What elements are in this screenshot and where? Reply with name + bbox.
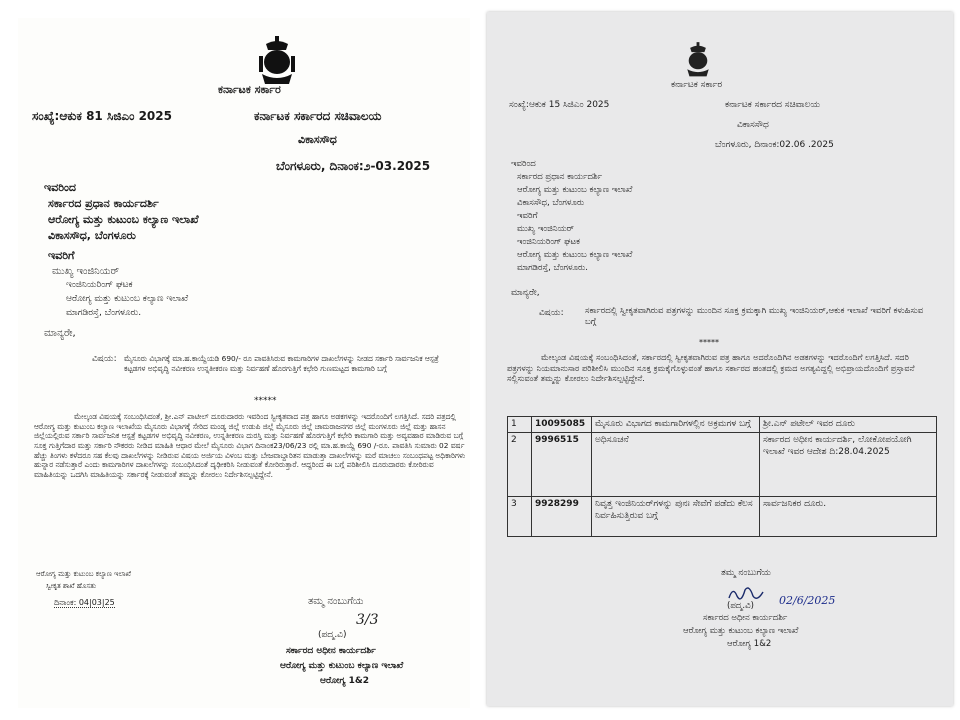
to-label: ಇವರಿಗೆ: [517, 211, 538, 221]
to-line: ಆರೋಗ್ಯ ಮತ್ತು ಕುಟುಂಬ ಕಲ್ಯಾಣ ಇಲಾಖೆ: [517, 250, 633, 260]
from-line: ಆರೋಗ್ಯ ಮತ್ತು ಕುಟುಂಬ ಕಲ್ಯಾಣ ಇಲಾಖೆ: [48, 213, 199, 226]
table-cell: ಸಾರ್ವಜನಿಕರ ದೂರು.: [760, 497, 937, 537]
sign-line: ಸರ್ಕಾರದ ಅಧೀನ ಕಾರ್ಯದರ್ಶಿ: [286, 646, 376, 656]
table-cell: ನಿವೃತ್ತ ಇಂಜಿನಿಯರ್‌ಗಳನ್ನು ಪುನಃ ಸೇವೆಗೆ ಪಡೆದು ಕೆಲಸ ನಿರ್ವಹಿಸುತ್ತಿರುವ ಬಗ್ಗೆ: [592, 497, 760, 537]
karnataka-emblem-icon: [683, 42, 713, 78]
reference-number: ಸಂಖ್ಯೆ:ಆಕುಕ 15 ಸಿಜಿಎಂ 2025: [509, 100, 610, 110]
building-name: ವಿಕಾಸಸೌಧ: [737, 120, 769, 130]
building-name: ವಿಕಾಸಸೌಧ: [298, 133, 337, 146]
letter-date: ಬೆಂಗಳೂರು, ದಿನಾಂಕ:೨-03.2025: [276, 159, 431, 173]
received-stamp: [32, 570, 192, 630]
table-cell: ಮೈಸೂರು ವಿಭಾಗದ ಕಾಮಗಾರಿಗಳಲ್ಲಿನ ಅಕ್ರಮಗಳ ಬಗ್ಗೆ: [592, 417, 760, 433]
from-line: ಸರ್ಕಾರದ ಪ್ರಧಾನ ಕಾರ್ಯದರ್ಶಿ: [48, 197, 159, 210]
table-cell: 9928299: [532, 497, 592, 537]
signatory-name: (ಪದ್ಮ.ವಿ): [727, 601, 754, 611]
sign-line: ಆರೋಗ್ಯ ಮತ್ತು ಕುಟುಂಬ ಕಲ್ಯಾಣ ಇಲಾಖೆ: [683, 626, 799, 636]
documents-table: [507, 416, 937, 537]
to-line: ಮಾಗಡಿರಸ್ತೆ, ಬೆಂಗಳೂರು.: [517, 263, 588, 273]
office-name: ಕರ್ನಾಟಕ ಸರ್ಕಾರದ ಸಚಿವಾಲಯ: [254, 109, 382, 123]
salutation: ಮಾನ್ಯರೇ,: [44, 328, 76, 339]
table-cell: ಅಧಿಸೂಚನೆ: [592, 433, 760, 497]
signature-date: 02/6/2025: [779, 594, 836, 607]
closing-text: ತಮ್ಮ ನಂಬುಗೆಯ: [721, 568, 771, 578]
from-label: ಇವರಿಂದ: [511, 159, 536, 169]
to-line: ಇಂಜಿನಿಯರಿಂಗ್ ಘಟಕ: [66, 280, 133, 290]
from-line: ಆರೋಗ್ಯ ಮತ್ತು ಕುಟುಂಬ ಕಲ್ಯಾಣ ಇಲಾಖೆ: [517, 185, 633, 195]
signature-mark: 3/3: [356, 612, 379, 628]
table-cell: 10095085: [532, 417, 592, 433]
table-row: [508, 433, 937, 497]
table-cell: ಶ್ರೀ.ಎನ್ ಪಟೇಲ್ ಇವರ ದೂರು: [760, 417, 937, 433]
reference-number: ಸಂಖ್ಯೆ:ಆಕುಕ 81 ಸಿಜಿಎಂ 2025: [32, 109, 172, 123]
sign-line: ಆರೋಗ್ಯ 1&2: [320, 676, 370, 686]
letter-scan-right: [487, 12, 953, 706]
office-name: ಕರ್ನಾಟಕ ಸರ್ಕಾರದ ಸಚಿವಾಲಯ: [725, 100, 821, 110]
stamp-line: ಆರೋಗ್ಯ ಮತ್ತು ಕುಟುಂಬ ಕಲ್ಯಾಣ ಇಲಾಖೆ: [36, 570, 131, 578]
table-cell: ಸರ್ಕಾರದ ಅಧೀನ ಕಾರ್ಯದರ್ಶಿ, ಲೋಕೋಪಯೋಗಿ ಇಲಾಖೆ ಇವರ ಆದೇಶ ದಿ:28.04.2025: [760, 433, 937, 497]
table-cell: 3: [508, 497, 532, 537]
table-cell: 9996515: [532, 433, 592, 497]
table-cell: 2: [508, 433, 532, 497]
subject-text: ಸರ್ಕಾರದಲ್ಲಿ ಸ್ವೀಕೃತವಾಗಿರುವ ಪತ್ರಗಳನ್ನು ಮುಂದಿನ ಸೂಕ್ತ ಕ್ರಮಕ್ಕಾಗಿ ಮುಖ್ಯ ಇಂಜಿನಿಯರ್,ಆಕುಕ ಇಲಾಖೆ ಇವರಿಗೆ ಕಳುಹಿಸುವ ಬಗ್ಗೆ: [585, 306, 924, 328]
to-label: ಇವರಿಗೆ: [48, 249, 75, 262]
from-line: ವಿಕಾಸಸೌಧ, ಬೆಂಗಳೂರು: [517, 198, 585, 208]
closing-text: ತಮ್ಮ ನಂಬುಗೆಯ: [308, 596, 364, 607]
letter-date: ಬೆಂಗಳೂರು, ದಿನಾಂಕ:02.06 .2025: [715, 140, 834, 150]
header-title: ಕರ್ನಾಟಕ ಸರ್ಕಾರ: [671, 80, 723, 90]
header-title: ಕರ್ನಾಟಕ ಸರ್ಕಾರ: [218, 83, 281, 96]
to-line: ಇಂಜಿನಿಯರಿಂಗ್ ಘಟಕ: [517, 237, 580, 247]
to-line: ಮುಖ್ಯ ಇಂಜಿನಿಯರ್: [517, 224, 574, 234]
from-line: ವಿಕಾಸಸೌಧ, ಬೆಂಗಳೂರು: [48, 229, 136, 242]
to-line: ಮುಖ್ಯ ಇಂಜಿನಿಯರ್: [52, 266, 119, 277]
separator-stars: *****: [699, 338, 719, 347]
sign-line: ಸರ್ಕಾರದ ಅಧೀನ ಕಾರ್ಯದರ್ಶಿ: [703, 613, 788, 623]
to-line: ಮಾಗಡಿರಸ್ತೆ, ಬೆಂಗಳೂರು.: [66, 308, 142, 318]
to-line: ಆರೋಗ್ಯ ಮತ್ತು ಕುಟುಂಬ ಕಲ್ಯಾಣ ಇಲಾಖೆ: [66, 294, 189, 304]
from-line: ಸರ್ಕಾರದ ಪ್ರಧಾನ ಕಾರ್ಯದರ್ಶಿ: [517, 172, 603, 182]
stamp-line: ಸ್ವೀಕೃತ ಶಾಖೆ ಹೊಸತು: [46, 582, 97, 590]
stamp-date: ದಿನಾಂಕ: 04|03|25: [54, 598, 115, 607]
letter-scan-left: [18, 18, 470, 708]
salutation: ಮಾನ್ಯರೇ,: [511, 288, 540, 298]
body-paragraph: ಮೇಲ್ಕಂಡ ವಿಷಯಕ್ಕೆ ಸಂಬಂಧಿಸಿದಂತೆ, ಸರ್ಕಾರದಲ್ಲಿ ಸ್ವೀಕೃತವಾಗಿರುವ ಪತ್ರ ಹಾಗೂ ಅದರೊಂದಿಗಿನ ಅಡಕಗಳನ್ನು ಇದರೊಂದಿಗೆ ಲಗತ್ತಿಸಿದೆ. ಸದರಿ ಪತ್ರಗಳನ್ನು ನಿಯಮಾನುಸಾರ ಪರಿಶೀಲಿಸಿ ಮುಂದಿನ ಸೂಕ್ತ ಕ್ರಮಕೈಗೊಳ್ಳುವಂತೆ ಹಾಗೂ ಸರ್ಕಾರದ ಹಂತದಲ್ಲಿ ಕ್ರಮದ ಅಗತ್ಯವಿದ್ದಲ್ಲಿ ಅಭಿಪ್ರಾಯದೊಂದಿಗೆ ಪ್ರಸ್ತಾವನೆ ಸಲ್ಲಿಸುವಂತೆ ತಮ್ಮನ್ನು ಕೋರಲು ನಿರ್ದೇಶಿಸಲ್ಪಟ್ಟಿದ್ದೇನೆ.: [507, 352, 915, 384]
body-paragraph: ಮೇಲ್ಕಂಡ ವಿಷಯಕ್ಕೆ ಸಂಬಂಧಿಸಿದಂತೆ, ಶ್ರೀ.ಎನ್ ಪಾಟೀಲ್ ದೂರುದಾರರು ಇವರಿಂದ ಸ್ವೀಕೃತವಾದ ಪತ್ರ ಹಾಗೂ ಅಡಕಗಳನ್ನು ಇದರೊಂದಿಗೆ ಲಗತ್ತಿಸಿದೆ. ಸದರಿ ಪತ್ರದಲ್ಲಿ ಆರೋಗ್ಯ ಮತ್ತು ಕುಟುಂಬ ಕಲ್ಯಾಣ ಇಲಾಖೆಯ ಮೈಸೂರು ವಿಭಾಗಕ್ಕೆ ಸೇರಿದ ಮಂಡ್ಯ ಜಿಲ್ಲೆ ಉಡುಪಿ ಜಿಲ್ಲೆ ಮೈಸೂರು ಜಿಲ್ಲೆ ಚಾಮರಾಜನಗರ ಜಿಲ್ಲೆ ಮಂಗಳೂರು ಜಿಲ್ಲೆ ಮತ್ತು ಹಾಸನ ಜಿಲ್ಲೆಯಲ್ಲಿರುವ ಸರ್ಕಾರಿ ಸಾರ್ವಜನಿಕ ಆಸ್ಪತ್ರೆ ಕಟ್ಟಡಗಳ ಅಭಿವೃದ್ಧಿ ನವೀಕರಣ, ಉನ್ನತೀಕರಣ ದುರಸ್ತಿ ಮತ್ತು ನಿರ್ವಹಣೆ ಹೊರಗುತ್ತಿಗೆ ಕಛೇರಿ ಕಾಮಗಾರಿ ಮತ್ತು ಅವ್ಯವಹಾರ ಮಾಡಿರುವ ಬಗ್ಗೆ ಸೂಕ್ತ ಗುತ್ತಿಗೆದಾರ ಮತ್ತು ಸರ್ಕಾರಿ ನೌಕರರು ನೀಡಿದ ಮಾಹಿತಿ ಆಧಾರ ಮೇಲೆ ಮೈಸೂರು ವಿಭಾಗ ದಿನಾಂಕ23/06/23 ರಲ್ಲಿ ಮಾ.ಹ.ಕಾಯ್ದೆ 690 /-ರೂ. ಪಾವತಿಸಿ ಸುಮಾರು 02 ವರ್ಷ ಹೆಚ್ಚು ತಿಂಗಳು ಕಳೆದರೂ ಸಹ ಕೆಲವು ದಾಖಲೆಗಳನ್ನು ನೀಡಿರುವ ವಿಷಯ ಅರ್ಜಿಯ ವಿಳಂಬ ಮತ್ತು ಬೇಜವಾಬ್ದಾರಿತನ ಮಾಡುತ್ತಾ ದಾಖಲೆಗಳನ್ನು ಮರೆ ಮಾಚಲು ಸಂಬಂಧಪಟ್ಟ ಅಧಿಕಾರಿಗಳು ಹುನ್ನಾರ ನಡೆಸುತ್ತಾರೆ ಎಂದು ಕಾಮಗಾರಿಗಳ ದಾಖಲೆಗಳನ್ನು ಸಂಬಂಧಿಸಿದಂತೆ ದೃಢೀಕರಿಸಿ ನೀಡುವಂತೆ ಕೋರಿರುತ್ತಾರೆ. ಆದ್ದರಿಂದ ಈ ಬಗ್ಗೆ ಪರಿಶೀಲಿಸಿ ದೂರುದಾರರು ಕೋರಿರುವ ಮಾಹಿತಿಯನ್ನು ಒದಗಿಸಿ ಮಾಹಿತಿಯನ್ನು ಸರ್ಕಾರಕ್ಕೆ ನೀಡುವಂತೆ ತಮ್ಮನ್ನು ಕೋರಲು ನಿರ್ದೇಶಿಸಲ್ಪಟ್ಟಿದ್ದೇನೆ.: [34, 412, 466, 479]
table-row: [508, 417, 937, 433]
subject-label: ವಿಷಯ:: [539, 308, 564, 318]
subject-label: ವಿಷಯ:: [92, 354, 117, 364]
table-row: [508, 497, 937, 537]
karnataka-emblem-icon: [256, 36, 298, 86]
subject-text: ಮೈಸೂರು ವಿಭಾಗಕ್ಕೆ ಮಾ.ಹ.ಕಾಯ್ದೆಯಡಿ 690/- ರೂ ಪಾವತಿಸಿರುವ ಕಾಮಗಾರಿಗಳ ದಾಖಲೆಗಳನ್ನು ನೀಡದ ಸರ್ಕಾರಿ ಸಾರ್ವಜನಿಕ ಆಸ್ಪತ್ರೆ ಕಟ್ಟಡಗಳ ಅಭಿವೃದ್ಧಿ ನವೀಕರಣ ಉನ್ನತೀಕರಣ ಮತ್ತು ನಿರ್ವಹಣೆ ಹೊರಗುತ್ತಿಗೆ ಕಛೇರಿ ಗುಣಮಟ್ಟದ ಕಾಮಗಾರಿ ಬಗ್ಗೆ: [124, 354, 439, 373]
table-cell: 1: [508, 417, 532, 433]
separator-stars: *****: [254, 396, 277, 406]
sign-line: ಆರೋಗ್ಯ ಮತ್ತು ಕುಟುಂಬ ಕಲ್ಯಾಣ ಇಲಾಖೆ: [280, 661, 404, 671]
from-label: ಇವರಿಂದ: [44, 181, 76, 194]
signatory-name: (ಪದ್ಮ.ವಿ): [318, 630, 347, 640]
sign-line: ಆರೋಗ್ಯ 1&2: [727, 639, 772, 649]
